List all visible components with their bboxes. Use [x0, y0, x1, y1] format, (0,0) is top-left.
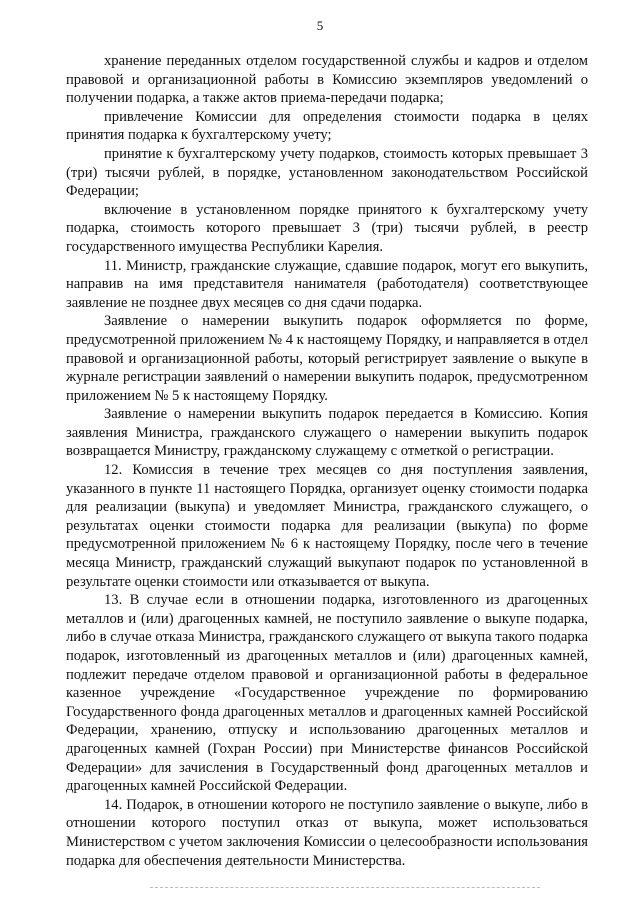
- paragraph-clause-13: 13. В случае если в отношении подарка, изготовленного из драгоценных металлов и (или) драгоценных камней, не поступило заявление о выкупе подарка, либо в случае отказа Министра, гражданского служащего от выкупа такого подарка подарок, изготовленный из драгоценных металлов и (или) драгоценных камней, подлежит передаче отделом правовой и организационной работы в федеральное казенное учреждение «Государственное учреждение по формированию Государственного фонда драгоценных металлов и драгоценных камней Российской Федерации, хранению, отпуску и использованию драгоценных металлов и драгоценных камней (Гохран России) при Министерстве финансов Российской Федерации» для зачисления в Государственный фонд драгоценных металлов и драгоценных камней Российской Федерации.: [66, 592, 588, 795]
- document-body: [66, 52, 588, 870]
- paragraph-clause-11: 11. Министр, гражданские служащие, сдавшие подарок, могут его выкупить, направив на имя представителя нанимателя (работодателя) соответствующее заявление не позднее двух месяцев со дня сдачи подарка.: [66, 257, 588, 311]
- paragraph-registry: включение в установленном порядке принятого к бухгалтерскому учету подарка, стоимость которого превышает 3 (три) тысячи рублей, в реестр государственного имущества Республики Карелия.: [66, 201, 588, 255]
- paragraph-application-form: Заявление о намерении выкупить подарок оформляется по форме, предусмотренной приложением № 4 к настоящему Порядку, и направляется в отдел правовой и организационной работы, который регистрирует заявление о выкупе в журнале регистрации заявлений о намерении выкупить подарок, предусмотренном приложением № 5 к настоящему Порядку.: [66, 313, 588, 404]
- paragraph-storage: хранение переданных отделом государственной службы и кадров и отделом правовой и организационной работы в Комиссию экземпляров уведомлений о получении подарка, а также актов приема-передачи подарка;: [66, 53, 588, 107]
- paragraph-clause-14: 14. Подарок, в отношении которого не поступило заявление о выкупе, либо в отношении которого поступил отказ от выкупа, может использоваться Министерством с учетом заключения Комиссии о целесообразности использования подарка для обеспечения деятельности Министерства.: [66, 796, 588, 869]
- page-number: 5: [316, 18, 324, 33]
- scan-edge-line: [150, 887, 540, 888]
- paragraph-commission-valuation: привлечение Комиссии для определения стоимости подарка в целях принятия подарка к бухгалтерскому учету;: [66, 108, 588, 144]
- paragraph-accounting: принятие к бухгалтерскому учету подарков, стоимость которых превышает 3 (три) тысячи рублей, в порядке, установленном законодательством Российской Федерации;: [66, 145, 588, 200]
- paragraph-clause-12: 12. Комиссия в течение трех месяцев со дня поступления заявления, указанного в пункте 11 настоящего Порядка, организует оценку стоимости подарка для реализации (выкупа) и уведомляет Министра, гражданского служащего, о результатах оценки стоимости подарка для реализации (выкупа) по форме предусмотренной приложением № 6 к настоящему Порядку, после чего в течение месяца Министр, гражданский служащий выкупают подарок по установленной в результате оценки стоимости или отказывается от выкупа.: [66, 462, 588, 590]
- paragraph-application-copy: Заявление о намерении выкупить подарок передается в Комиссию. Копия заявления Министра, гражданского служащего о намерении выкупить подарок возвращается Министру, гражданскому служащему с отметкой о регистрации.: [66, 406, 588, 460]
